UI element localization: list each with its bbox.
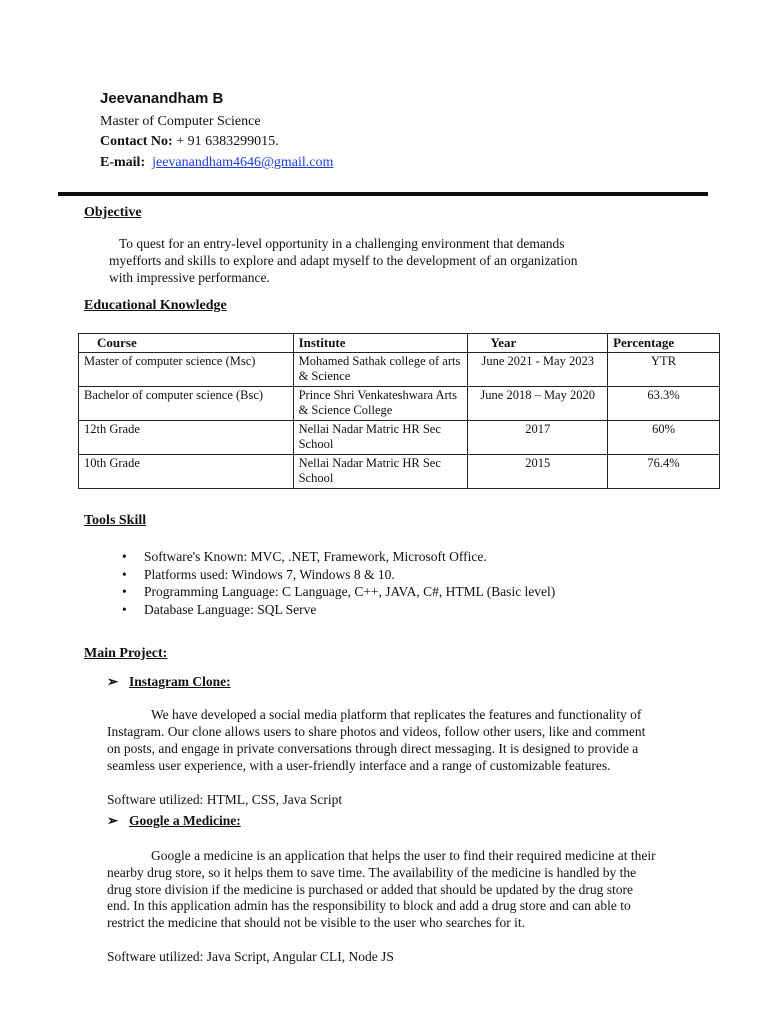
education-table: [78, 333, 720, 489]
medicine-desc-line-5: restrict the medicine that should not be visible to the user who searches for it.: [107, 915, 526, 930]
project-title-instagram: ➢ Instagram Clone:: [107, 674, 231, 689]
course-cell: 12th Grade: [79, 420, 294, 454]
arrow-bullet-icon: ➢: [107, 674, 119, 689]
course-cell: Bachelor of computer science (Bsc): [79, 386, 294, 420]
course-cell: Master of computer science (Msc): [79, 352, 294, 386]
objective-line-2: myefforts and skills to explore and adapt myself to the development of an organization: [109, 253, 578, 268]
list-item: • Database Language: SQL Serve: [122, 602, 317, 618]
email-link[interactable]: jeevanandham4646@gmail.com: [152, 155, 334, 170]
institute-cell: Prince Shri Venkateshwara Arts & Science College: [293, 386, 468, 420]
bullet-icon: •: [122, 566, 127, 582]
tools-list: [122, 548, 555, 619]
email-label: E-mail:: [100, 155, 146, 170]
column-header-course: Course: [79, 334, 294, 353]
table-header-row: [79, 334, 720, 353]
medicine-software: Software utilized: Java Script, Angular CLI, Node JS: [107, 949, 394, 964]
table-row: [79, 352, 720, 386]
percentage-cell: 60%: [608, 420, 720, 454]
contact-value: + 91 6383299015.: [172, 134, 279, 149]
bullet-icon: •: [122, 602, 127, 618]
medicine-desc-line-3: drug store division if the medicine is purchased or added that should be updated by the drug store: [107, 882, 633, 897]
education-heading: Educational Knowledge: [84, 298, 227, 313]
instagram-desc-line-2: Instagram. Our clone allows users to share photos and videos, follow other users, like and comment: [107, 724, 646, 739]
list-item: • Programming Language: C Language, C++, JAVA, C#, HTML (Basic level): [122, 584, 556, 600]
medicine-desc-line-2: nearby drug store, so it helps them to save time. The availability of the medicine is handled by the: [107, 865, 637, 880]
institute-cell: Mohamed Sathak college of arts & Science: [293, 352, 468, 386]
medicine-desc-line-1: Google a medicine is an application that helps the user to find their required medicine at their: [151, 848, 656, 863]
arrow-bullet-icon: ➢: [107, 813, 119, 828]
column-header-institute: Institute: [293, 334, 468, 353]
percentage-cell: YTR: [608, 352, 720, 386]
contact-label: Contact No:: [100, 134, 173, 149]
list-item: • Platforms used: Windows 7, Windows 8 & 10.: [122, 566, 395, 582]
instagram-software: Software utilized: HTML, CSS, Java Script: [107, 792, 343, 807]
year-cell: 2017: [468, 420, 608, 454]
list-item: • Software's Known: MVC, .NET, Framework, Microsoft Office.: [122, 549, 487, 564]
course-cell: 10th Grade: [79, 454, 294, 488]
percentage-cell: 76.4%: [608, 454, 720, 488]
column-header-year: Year: [468, 334, 608, 353]
projects-heading: Main Project:: [84, 646, 168, 661]
percentage-cell: 63.3%: [608, 386, 720, 420]
objective-line-3: with impressive performance.: [109, 270, 270, 285]
year-cell: 2015: [468, 454, 608, 488]
project-title-google-medicine: ➢ Google a Medicine:: [107, 813, 241, 828]
table-row: [79, 420, 720, 454]
institute-cell: Nellai Nadar Matric HR Sec School: [293, 420, 468, 454]
instagram-desc-line-3: on posts, and engage in private conversations through direct messaging. It is designed to provide a: [107, 741, 639, 756]
table-row: [79, 454, 720, 488]
email-line: [100, 155, 333, 171]
contact-line: [100, 134, 279, 150]
bullet-icon: •: [122, 584, 127, 600]
degree-line: Master of Computer Science: [100, 114, 261, 129]
candidate-name: Jeevanandham B: [100, 90, 224, 107]
objective-heading: Objective: [84, 205, 142, 220]
instagram-desc-line-1: We have developed a social media platform that replicates the features and functionality of: [151, 707, 642, 722]
column-header-percentage: Percentage: [608, 334, 720, 353]
year-cell: June 2021 - May 2023: [468, 352, 608, 386]
header-divider: [58, 192, 708, 196]
medicine-desc-line-4: end. In this application admin has the responsibility to block and add a drug store and can able to: [107, 898, 631, 913]
institute-cell: Nellai Nadar Matric HR Sec School: [293, 454, 468, 488]
bullet-icon: •: [122, 549, 127, 564]
objective-line-1: To quest for an entry-level opportunity in a challenging environment that demands: [119, 236, 565, 251]
tools-heading: Tools Skill: [84, 513, 147, 528]
instagram-desc-line-4: seamless user experience, with a user-friendly interface and a range of customizable features.: [107, 758, 611, 773]
table-row: [79, 386, 720, 420]
year-cell: June 2018 – May 2020: [468, 386, 608, 420]
